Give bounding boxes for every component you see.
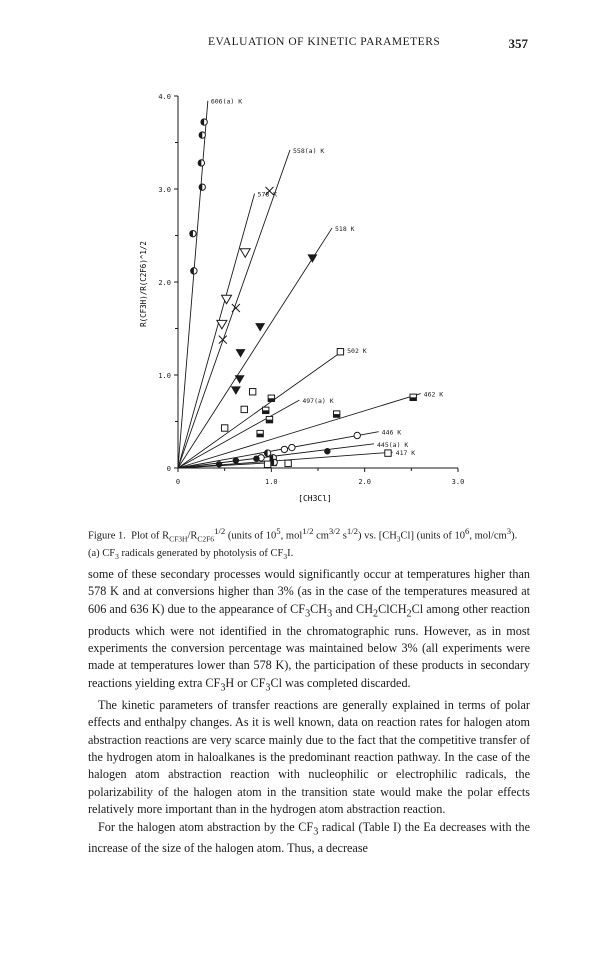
fit-lines — [178, 101, 421, 468]
page-number: 357 — [508, 36, 528, 51]
data-point — [253, 456, 259, 462]
data-point — [281, 446, 287, 452]
data-point-fill — [263, 410, 269, 413]
y-tick-label: 0 — [166, 465, 171, 473]
fit-line — [178, 400, 299, 468]
data-point — [231, 386, 241, 395]
y-tick-label: 4.0 — [158, 93, 171, 101]
data-point — [289, 444, 295, 450]
data-point — [236, 349, 246, 358]
data-point — [255, 323, 265, 332]
series-label: 558(a) K — [293, 146, 325, 155]
data-point-fill — [268, 398, 274, 401]
data-point — [264, 461, 270, 467]
data-point — [222, 295, 232, 304]
data-point-fill — [333, 414, 339, 417]
series-label: 518 K — [335, 225, 355, 234]
data-point — [232, 304, 240, 312]
x-tick-label: 0 — [175, 478, 181, 486]
data-point — [324, 448, 330, 454]
y-tick-label: 2.0 — [158, 279, 171, 287]
paragraph-3: For the halogen atom abstraction by the $CF_3$ radical (Table I) the Ea decreases with the increase of the size of the halogen atom. Thus, a decrease — [88, 819, 530, 856]
series-label: 446 K — [381, 428, 402, 437]
data-point — [216, 461, 222, 467]
body-text — [88, 566, 530, 858]
paragraph-1: some of these secondary processes would significantly occur at temperatures higher than 578 K and at conversions higher than 3% (as in the case of the temperatures measured at 606 and 636 K) due to the appearance of $CF_3CH_3$ and $CH_2ClCH_2Cl$ among other reaction products which were not identified in the chromatographic runs. However, as in most experiments the conversion percentage was maintained below 3% (all experiments were made at temperatures lower than 578 K), the participation of these products in secondary reactions yielding extra $CF_3H$ or $CF_3Cl$ was completed discarded. — [88, 567, 530, 694]
x-tick-label: 3.0 — [451, 478, 465, 486]
data-point-fill — [266, 420, 272, 423]
figure-caption: Figure 1. Plot of $R_{CF3H}/R_{C2F6}^{1/2}$ (units of $10^5$, mol$^{1/2}$ $cm^{3/2}$ $s^{1/2}$) vs. $[CH_3Cl]$ (units of $10^6$, mol/$cm^3$). (a) $CF_3$ radicals generated by photolysis of $CF_3I$. — [88, 526, 518, 561]
series-label: 417 K — [395, 449, 416, 458]
paragraph-2: The kinetic parameters of transfer reactions are generally explained in terms of polar effects and enthalpy changes. As it is well known, data on reaction rates for halogen atom abstraction reactions are very scarce mainly due to the fact that the competitive transfer of the hydrogen atom in haloalkanes is the predominant reaction pathway. In the case of the halogen atom abstraction reaction with nucleophilic or electrophilic radicals, the polarizability of the halogen atom in the transition state would make the polar effects relatively more important than in the hydrogen atom abstraction reaction. — [88, 697, 530, 817]
y-tick-label: 3.0 — [158, 186, 171, 194]
running-title: EVALUATION OF KINETIC PARAMETERS — [208, 36, 441, 48]
series-label: 502 K — [347, 346, 367, 355]
caption-label: Figure 1. — [88, 530, 126, 542]
data-point — [285, 460, 291, 466]
data-point — [233, 457, 239, 463]
x-axis-label: [CH3Cl] — [298, 494, 332, 503]
data-point — [354, 432, 360, 438]
x-tick-label: 1.0 — [265, 478, 278, 486]
y-axis-label: R(CF3H)/R(C2F6)^1/2 — [139, 241, 148, 327]
data-point — [219, 336, 227, 344]
series-label: 606(a) K — [210, 97, 243, 106]
data-point — [385, 450, 391, 456]
series-labels — [211, 98, 443, 458]
data-point — [240, 249, 250, 257]
data-point — [249, 389, 255, 395]
series-label: 497(a) K — [302, 397, 334, 406]
data-point — [241, 406, 247, 412]
data-point — [307, 254, 317, 263]
data-point — [221, 425, 227, 431]
data-point — [235, 375, 245, 384]
data-point-fill — [410, 397, 416, 400]
x-tick-label: 2.0 — [358, 478, 371, 486]
series-label: 578 K — [257, 190, 278, 199]
data-points — [190, 119, 417, 468]
data-point-fill — [257, 434, 263, 437]
fit-line — [178, 228, 332, 468]
series-label: 445(a) K — [377, 440, 409, 449]
y-tick-label: 1.0 — [158, 372, 171, 380]
series-label: 462 K — [423, 390, 444, 399]
data-point — [337, 349, 343, 355]
